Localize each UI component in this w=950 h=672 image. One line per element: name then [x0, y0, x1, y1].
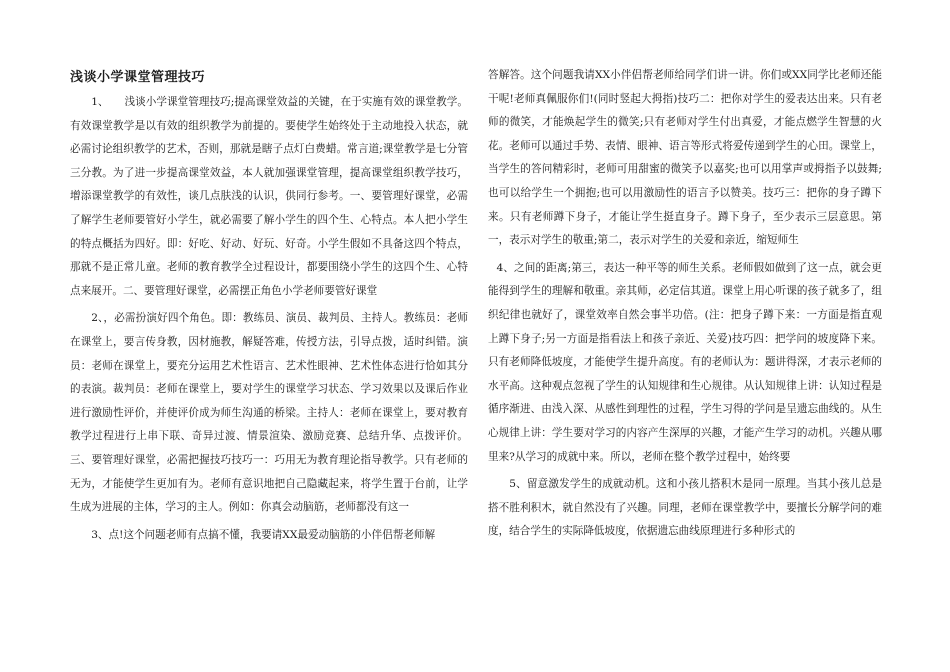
paragraph-1: 1、 浅谈小学课堂管理技巧;提高课堂效益的关键，在于实施有效的课堂教学。有效课堂教学是以有效的组织教学为前提的。要使学生始终处于主动地投入状态，就必需讨论组织教学的艺术，否则，那就是瞎子点灯白费蜡。常言道;课堂教学是七分管三分教。为了进一步提高课堂效益，本人就加强课堂管理，提高课堂组织教学技巧，增添课堂教学的有效性，谈几点肤浅的认识，供同行参考。一、要管理好课堂，必需了解学生老师要管好小学生，就必需要了解小学生的四个生、心特点。本人把小学生的特点概括为四好。即：好吃、好动、好玩、好奇。小学生假如不具备这四个特点，那就不是正常儿童。老师的教育教学全过程设计，都要围绕小学生的这四个生、心特点来展开。二、要管理好课堂，必需摆正角色小学老师要管好课堂: [70, 96, 468, 297]
paragraph-5: 5、留意激发学生的成就动机。这和小孩儿搭积木是同一原理。当其小孩儿总是搭不胜利积木，就自然没有了兴趣。同理，老师在课堂教学中，要擅长分解学问的难度，结合学生的实际降低坡度，依据遗忘曲线原理进行多种形式的: [488, 478, 882, 538]
right-column-body: [488, 64, 882, 548]
page-title: 浅谈小学课堂管理技巧: [70, 70, 206, 85]
paragraph-4: 4、之间的距离;第三，表达一种平等的师生关系。老师假如做到了这一点，就会更能得到学生的理解和敬重。亲其师，必定信其道。课堂上用心听课的孩子就多了，组织纪律也就好了，课堂效率自然会事半功倍。(注：把身子蹲下来：一方面是指直观上蹲下身子;另一方面是指看法上和孩子亲近、关爱)技巧四：把学问的坡度降下来。只有老师降低坡度，才能使学生提升高度。有的老师认为：题讲得深，才表示老师的水平高。这种观点忽视了学生的认知规律和生心规律。从认知规律上讲：认知过程是循序渐进、由浅入深、从感性到理性的过程，学生习得的学问是呈遗忘曲线的。从生心规律上讲：学生要对学习的内容产生深厚的兴趣，才能产生学习的动机。兴趣从哪里来?从学习的成就中来。所以，老师在整个教学过程中，始终要: [488, 261, 882, 463]
paragraph-3: 3、点!这个问题老师有点搞不懂，我要请XX最爱动脑筋的小伴侣帮老师解: [91, 528, 436, 541]
left-column-body: [70, 91, 468, 551]
paragraph-3-continued: 答解答。这个问题我请XX小伴侣帮老师给同学们讲一讲。你们或XX同学比老师还能干呢!老师真佩服你们!(同时竖起大拇指)技巧二：把你对学生的爱表达出来。只有老师的微笑，才能焕起学生的微笑;只有老师对学生付出真爱，才能点燃学生智慧的火花。老师可以通过手势、表情、眼神、语言等形式将爱传递到学生的心田。课堂上，当学生的答问精彩时，老师可用甜蜜的微笑予以嘉奖;也可以用掌声或拇指予以鼓舞;也可以给学生一个拥抱;也可以用激励性的语言予以赞美。技巧三：把你的身子蹲下来。只有老师蹲下身子，才能让学生挺直身子。蹲下身子，至少表示三层意思。第一，表示对学生的敬重;第二，表示对学生的关爱和亲近，缩短师生: [488, 69, 882, 247]
paragraph-2: 2、，必需扮演好四个角色。即：教练员、演员、裁判员、主持人。教练员：老师在课堂上，要言传身教，因材施教，解疑答难，传授方法，引导点拨，适时纠错。演员：老师在课堂上，要充分运用艺术性语言、艺术性眼神、艺术性体态进行恰如其分的表演。裁判员：老师在课堂上，要对学生的课堂学习状态、学习效果以及课后作业进行激励性评价，并使评价成为师生沟通的桥梁。主持人：老师在课堂上，要对教育教学过程进行上串下联、奇异过渡、情景渲染、激励竞赛、总结升华、点拨评价。三、要管理好课堂，必需把握技巧技巧一：巧用无为教育理论指导教学。只有老师的无为，才能使学生更加有为。老师有意识地把自己隐藏起来，将学生置于台前，让学生成为进展的主体，学习的主人。例如：你真会动脑筋，老师都没有这一: [70, 312, 468, 514]
